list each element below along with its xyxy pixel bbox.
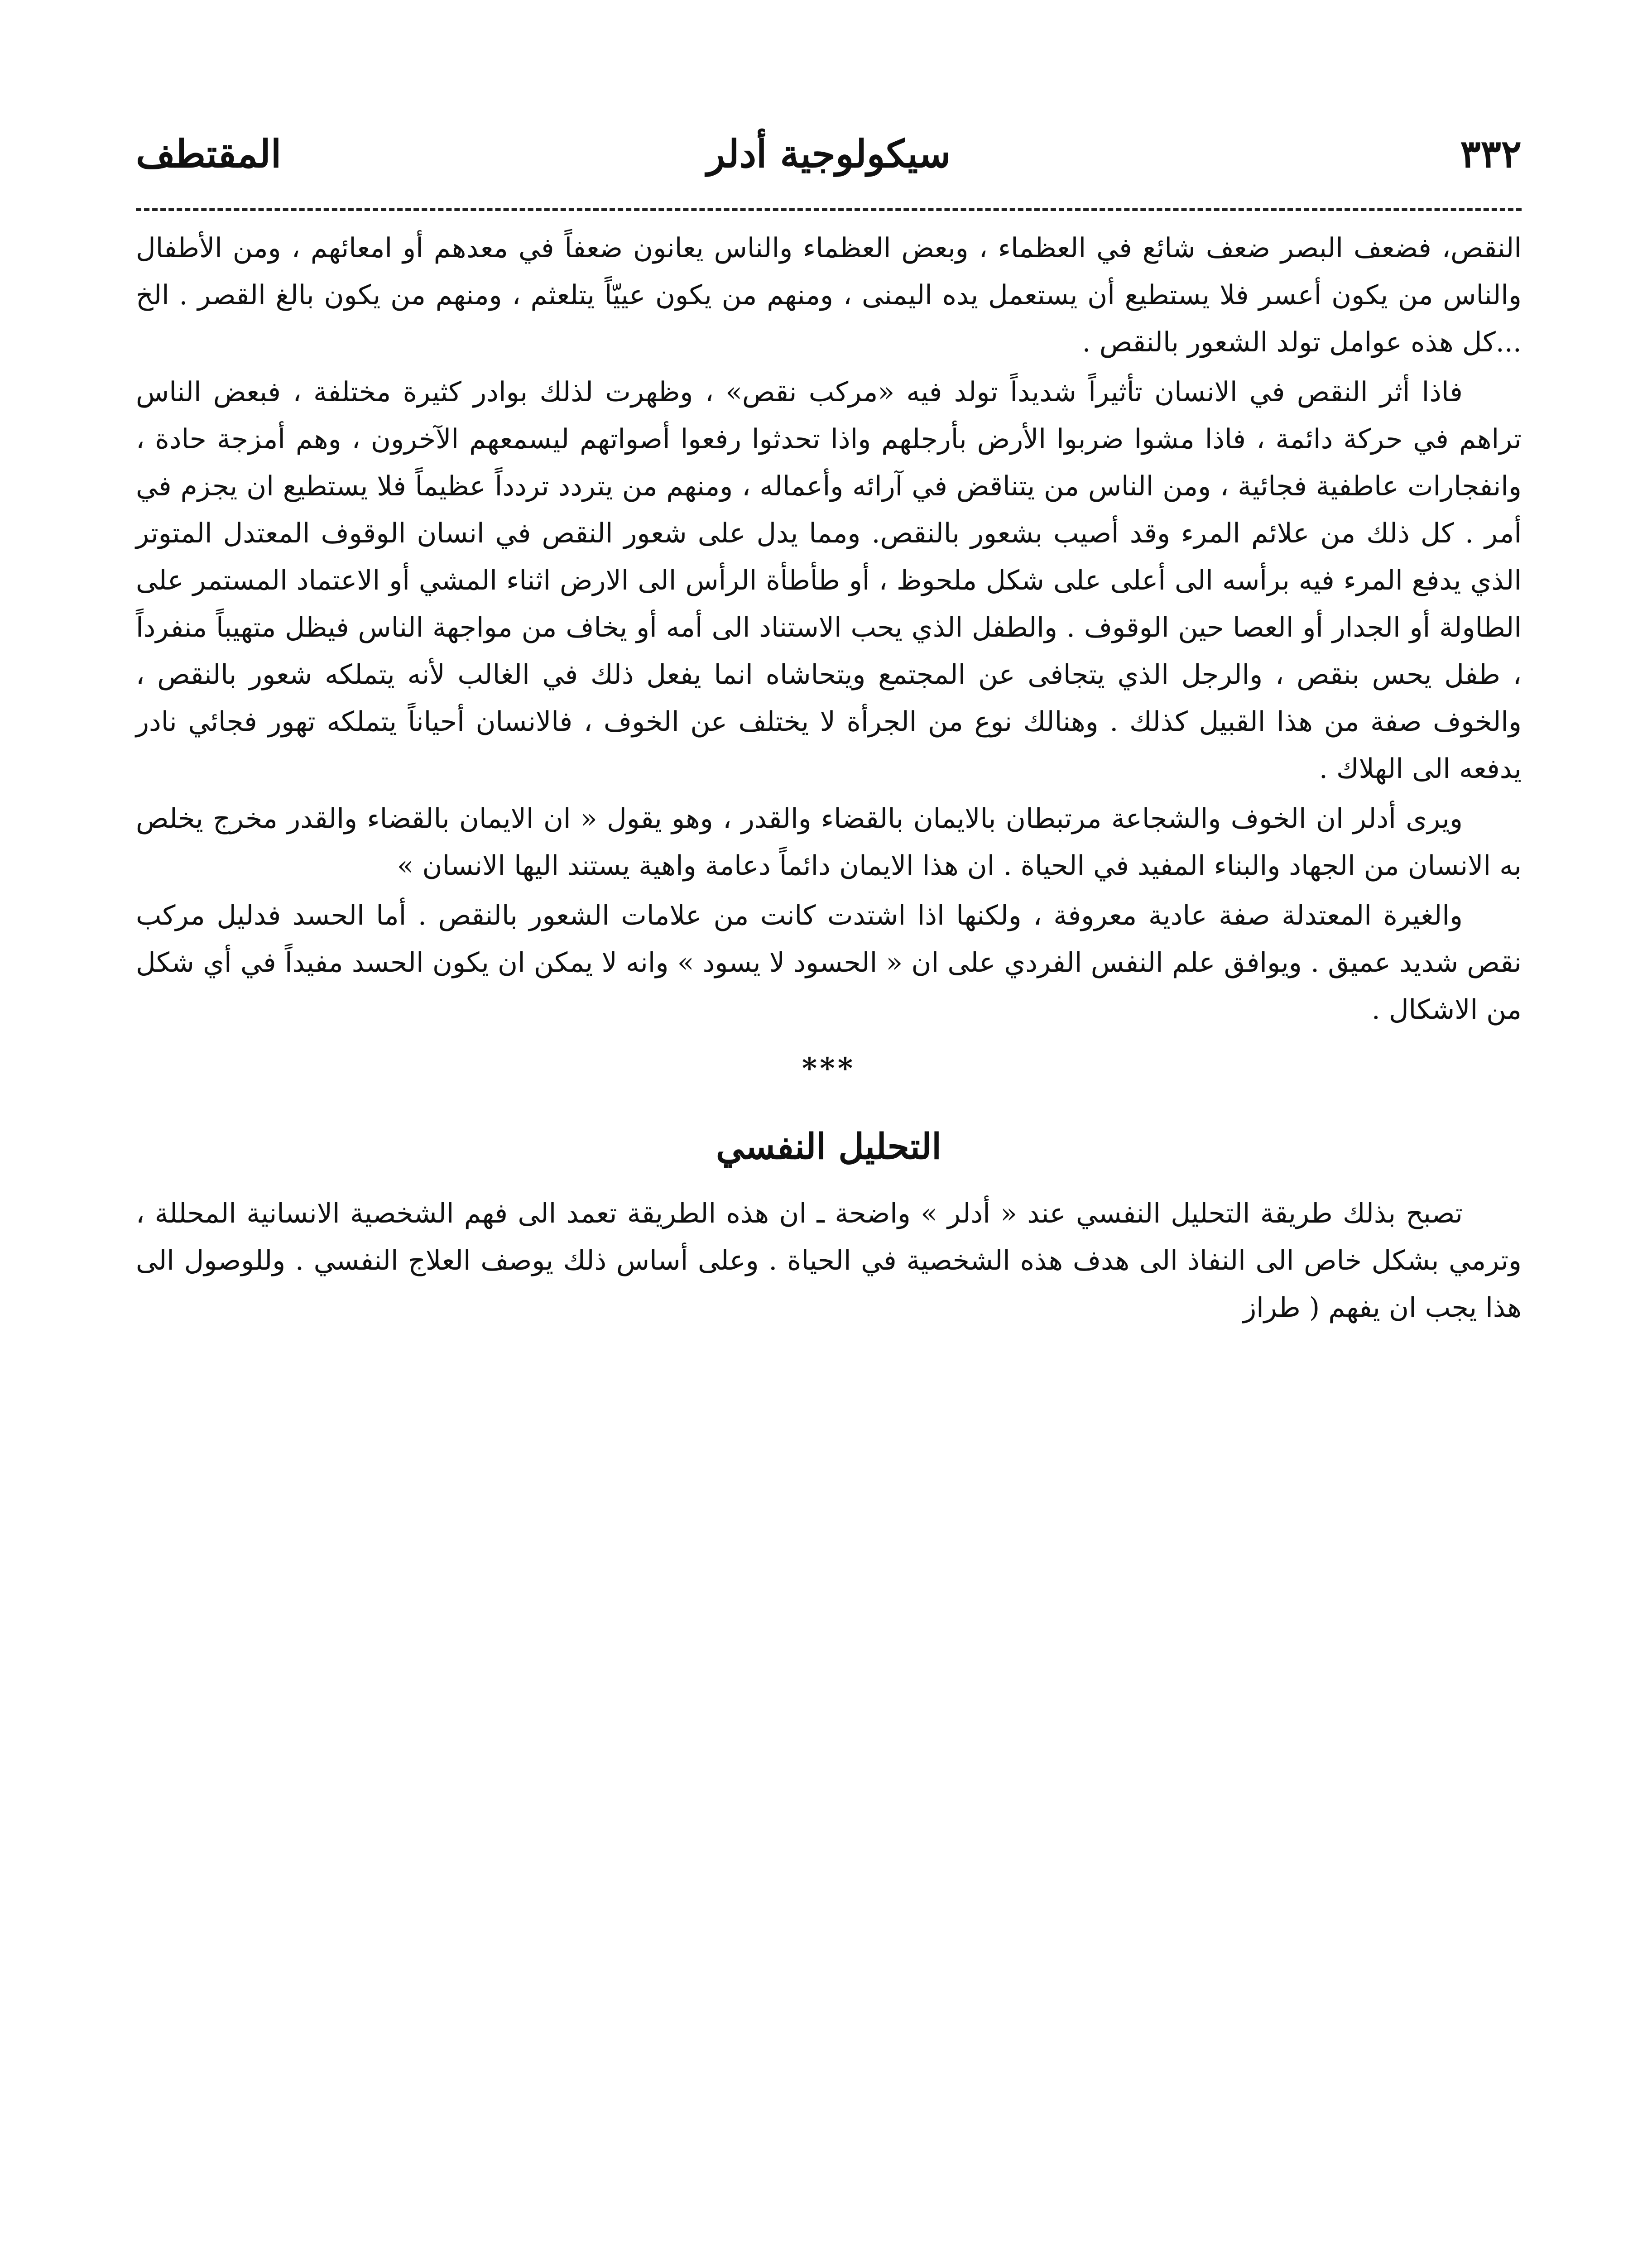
running-title: سيكولوجية أدلر [706, 131, 951, 176]
section-paragraph: تصبح بذلك طريقة التحليل النفسي عند « أدلر » واضحة ـ ان هذه الطريقة تعمد الى فهم الشخصية الانسانية المحللة ، وترمي بشكل خاص الى النفاذ الى هدف هذه الشخصية في الحياة . وعلى أساس ذلك يوصف العلاج النفسي . وللوصول الى هذا يجب ان يفهم ( طراز [136, 1198, 1522, 1324]
paragraph-1: النقص، فضعف البصر ضعف شائع في العظماء ، وبعض العظماء والناس يعانون ضعفاً في معدهم أو امعائهم ، ومن الأطفال والناس من يكون أعسر فلا يستطيع أن يستعمل يده اليمنى ، ومنهم من يكون عييّاً يتلعثم ، ومنهم من يكون بالغ القصر . الخ ...كل هذه عوامل تولد الشعور بالنقص . [136, 232, 1522, 358]
section-separator: *** [802, 1051, 856, 1085]
paragraph-2: فاذا أثر النقص في الانسان تأثيراً شديداً تولد فيه «مركب نقص» ، وظهرت لذلك بوادر كثيرة مختلفة ، فبعض الناس تراهم في حركة دائمة ، فاذا مشوا ضربوا الأرض بأرجلهم واذا تحدثوا رفعوا أصواتهم ليسمعهم الآخرون ، وهم أمزجة حادة ، وانفجارات عاطفية فجائية ، ومن الناس من يتناقض في آرائه وأعماله ، ومنهم من يتردد تردداً عظيماً فلا يستطيع ان يجزم في أمر . كل ذلك من علائم المرء وقد أصيب بشعور بالنقص. ومما يدل على شعور النقص في انسان الوقوف المعتدل المتوتر الذي يدفع المرء فيه برأسه الى أعلى على شكل ملحوظ ، أو طأطأة الرأس الى الارض اثناء المشي أو الاعتماد المستمر على الطاولة أو الجدار أو العصا حين الوقوف . والطفل الذي يحب الاستناد الى أمه أو يخاف من مواجهة الناس فيظل متهيباً منفرداً ، طفل يحس بنقص ، والرجل الذي يتجافى عن المجتمع ويتحاشاه انما يفعل ذلك في الغالب لأنه يتملكه شعور بالنقص ، والخوف صفة من هذا القبيل كذلك . وهنالك نوع من الجرأة لا يختلف عن الخوف ، فالانسان أحياناً يتملكه تهور فجائي نادر يدفعه الى الهلاك . [136, 376, 1522, 785]
paragraph-4: والغيرة المعتدلة صفة عادية معروفة ، ولكنها اذا اشتدت كانت من علامات الشعور بالنقص . أما الحسد فدليل مركب نقص شديد عميق . ويوافق علم النفس الفردي على ان « الحسود لا يسود » وانه لا يمكن ان يكون الحسد مفيداً في أي شكل من الاشكال . [136, 900, 1522, 1026]
running-header [136, 118, 1522, 208]
section-heading: التحليل النفسي [716, 1126, 941, 1167]
paragraph-3: ويرى أدلر ان الخوف والشجاعة مرتبطان بالايمان بالقضاء والقدر ، وهو يقول « ان الايمان بالقضاء والقدر مخرج يخلص به الانسان من الجهاد والبناء المفيد في الحياة . ان هذا الايمان دائماً دعامة واهية يستند اليها الانسان » [136, 803, 1522, 882]
header-divider [136, 208, 1522, 211]
page-number: ٣٣٢ [1460, 131, 1522, 176]
book-page [136, 118, 1522, 2264]
journal-name: المقتطف [136, 131, 282, 176]
